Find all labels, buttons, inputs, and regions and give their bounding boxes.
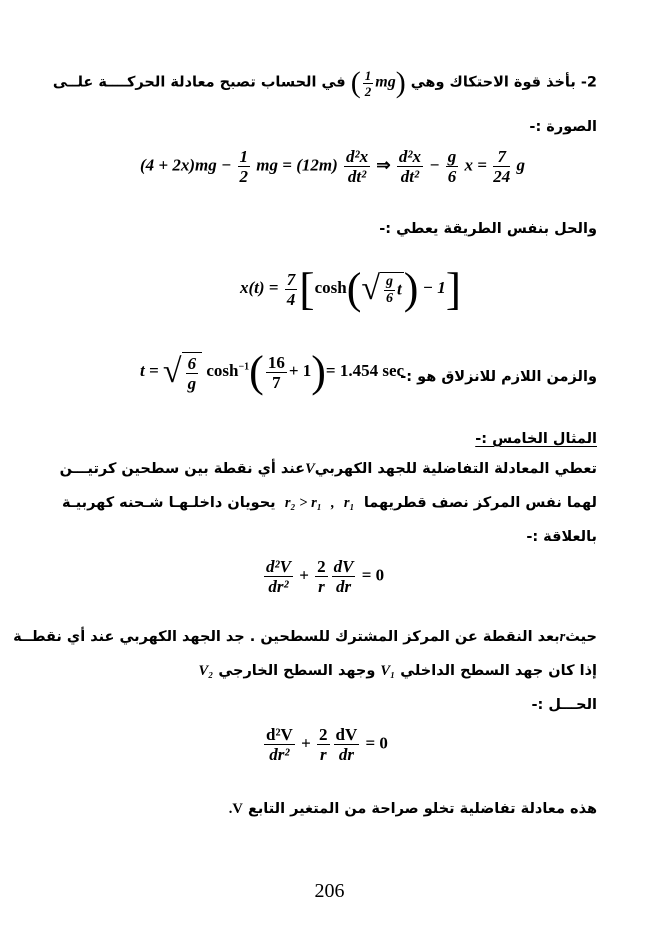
solution-heading: الحـــل :- <box>531 697 597 713</box>
equation-laplace-solution: $\frac{\text{d²V}}{\text{dr²}}$ + $\frac{2}{r}$ $\frac{dV}{dr}$ = 0 <box>266 725 388 764</box>
text-line-1 <box>53 68 597 98</box>
equation-solution-x: x(t) = $\frac{7}{4}$ [cosh(√ $\frac{g}{6}$ t) − 1] <box>240 263 462 314</box>
equation-time: t = √ $\frac{6}{g}$ $\cosh^{-1}$( $\frac{16}{7}$ + 1)= 1.454 sec <box>140 347 405 396</box>
equation-laplace: $\frac{\text{d²V}}{\text{dr²}}$ + $\frac{2}{r}$ $\frac{dV}{dr}$ = 0 <box>266 557 385 596</box>
equation-motion: (4 + 2x)mg − $\frac{1}{2}$ mg = (12m) $\frac{\text{d²x}}{\text{dt²}}$ ⇒ $\frac{\text{d²x}}{\text{dt²}}$ − $\frac{g}{6}$ x = $\frac{7}{24}$ g <box>140 147 525 186</box>
closing-line: هذه معادلة تفاضلية تخلو صراحة من المتغير التابع V. <box>228 801 597 817</box>
item-number: 2- <box>580 74 597 91</box>
inline-friction-term: ( $\frac{1}{2}$ mg) <box>350 66 406 99</box>
text-fragment: بأخذ قوة الاحتكاك وهي <box>410 74 576 91</box>
text-line-4: والزمن اللازم للانزلاق هو :- <box>400 369 597 385</box>
paragraph-1-line-3: بالعلاقة :- <box>526 529 597 545</box>
paragraph-2-line-2: إذا كان جهد السطح الداخلي V₁ وجهد السطح الخارجي V₂ <box>198 663 597 679</box>
paragraph-1-line-2: لهما نفس المركز نصف قطريهما r₁ , r₂ > r₁ يحويان داخلـهـا شـحنه كهربيـة <box>62 495 597 511</box>
page-number: 206 <box>314 880 345 902</box>
text-fragment: في الحساب تصبح معادلة الحركــــة علــى <box>52 74 346 91</box>
paragraph-2-line-1: حيث r بعد النقطة عن المركز المشترك للسطحين . جد الجهد الكهربي عند أي نقطــة <box>13 629 597 645</box>
section-heading: المثال الخامس :- <box>475 431 597 447</box>
paragraph-1-line-1: تعطي المعادلة التفاضلية للجهد الكهربي V عند أي نقطة بين سطحين كرتيـــن <box>59 461 597 477</box>
text-line-3: والحل بنفس الطريقة يعطي :- <box>379 221 597 237</box>
text-line-2: الصورة :- <box>529 119 597 135</box>
